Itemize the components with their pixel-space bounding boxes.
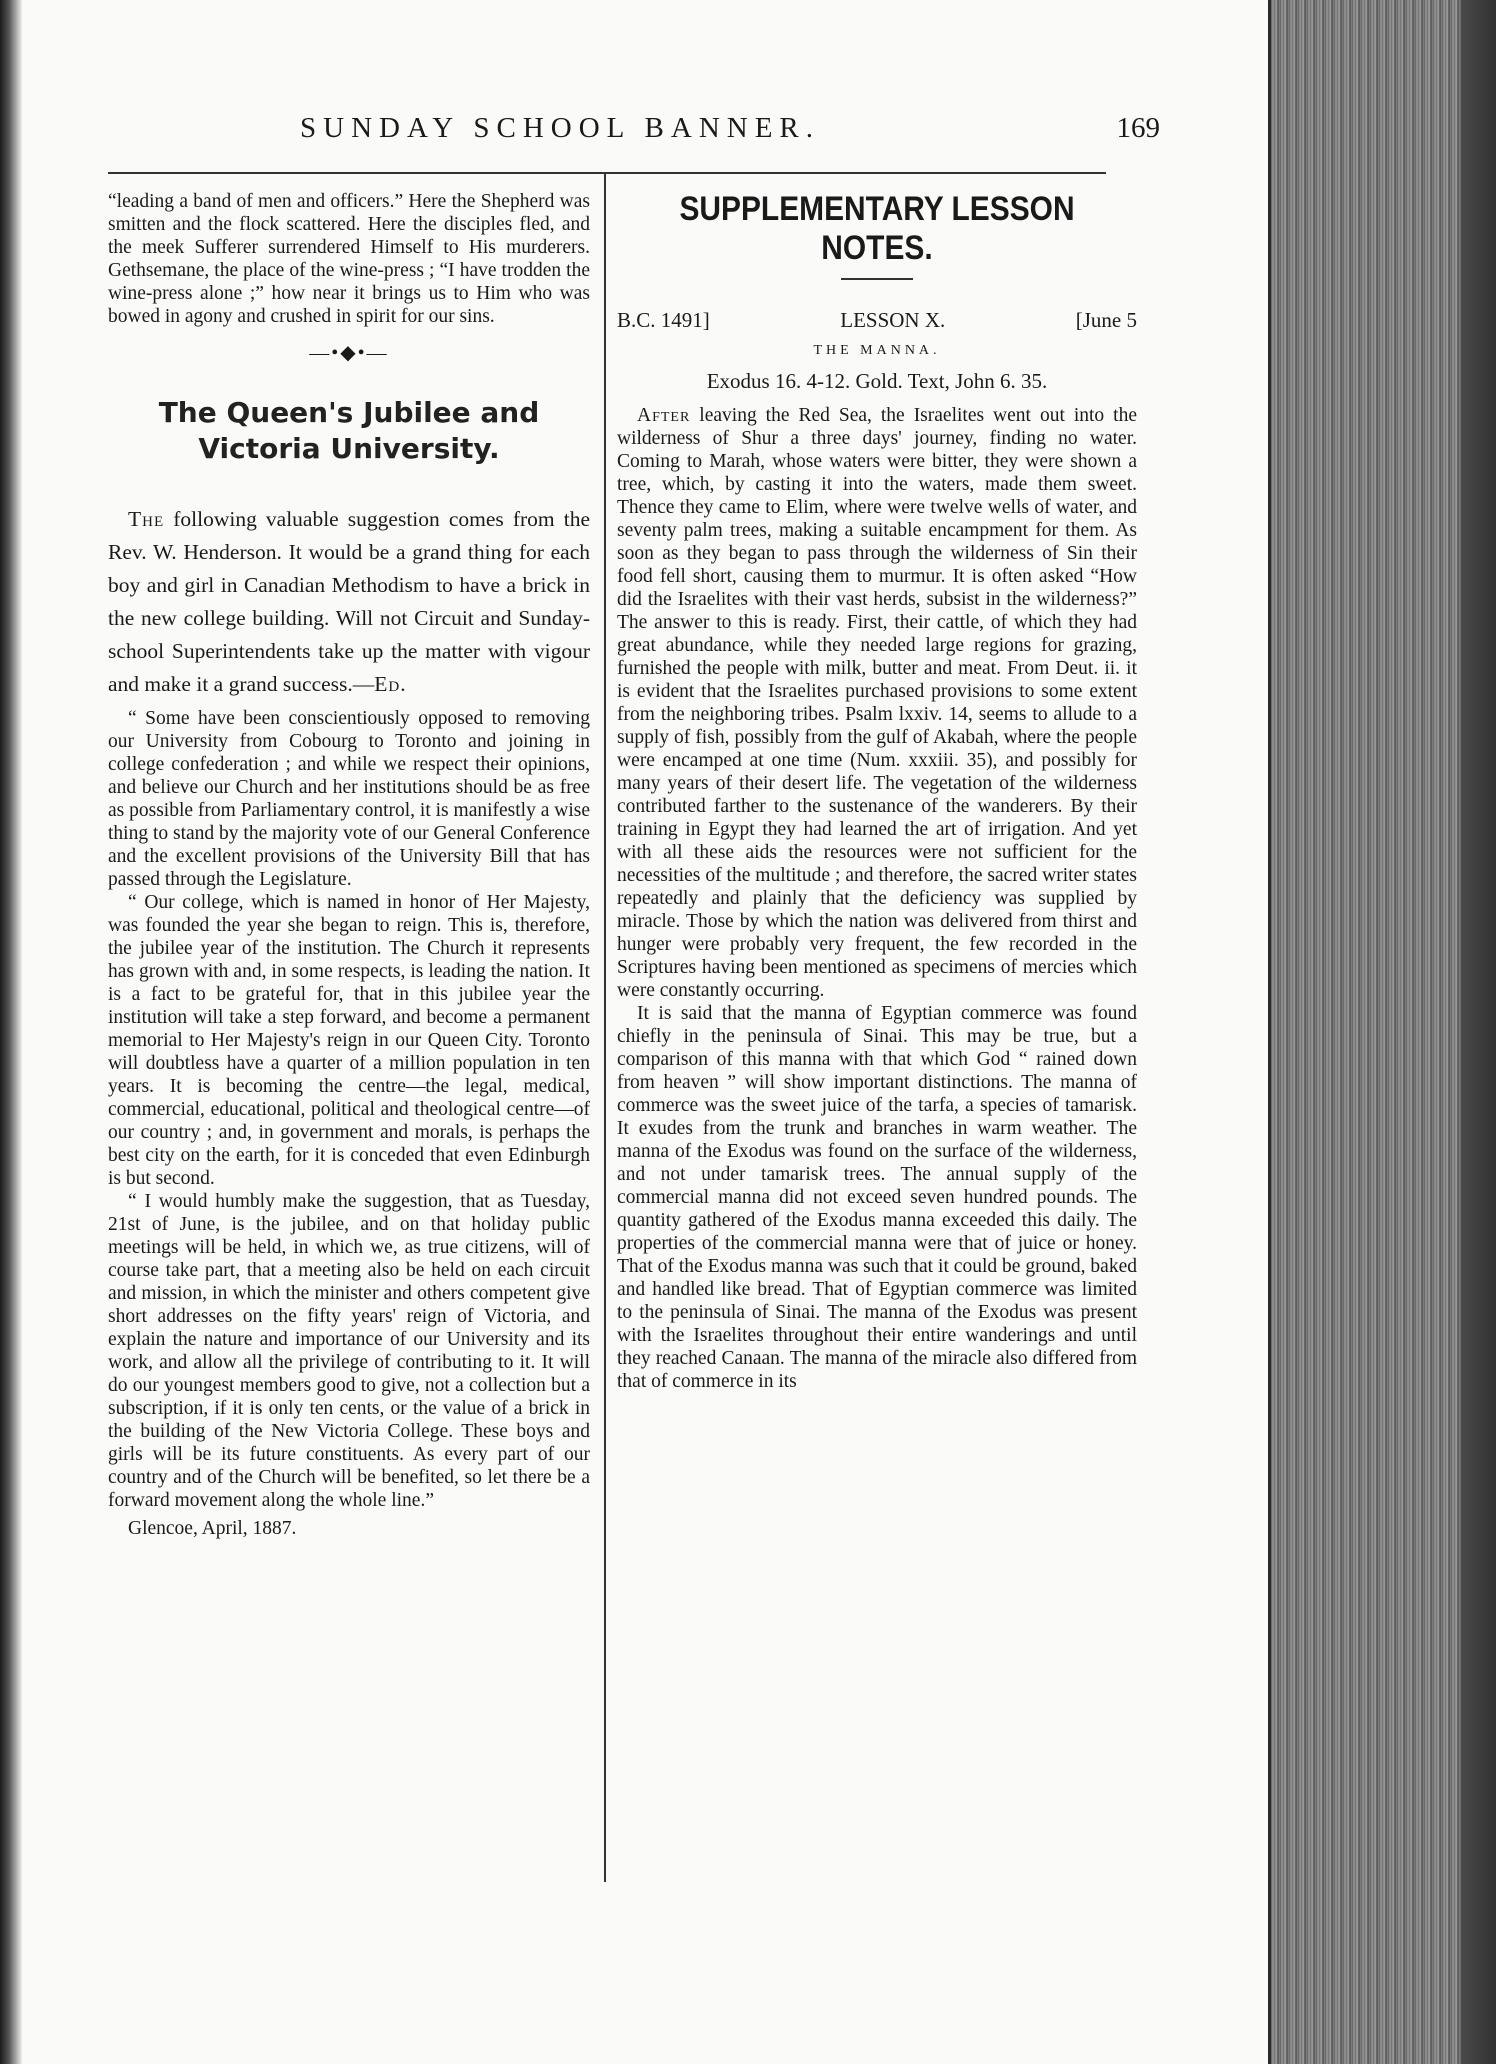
- editor-sign: Ed.: [374, 672, 407, 696]
- lesson-first-word: After: [637, 405, 691, 426]
- lesson-number: LESSON X.: [840, 308, 946, 332]
- lesson-paragraph-text: leaving the Red Sea, the Israelites went out into the wilderness of Shur a three days' journey, finding no water. Coming to Marah, whose waters were bitter, they were shown a tree, which, by casting it into the waters, made them sweet. Thence they came to Elim, where were twelve wells of water, and seventy palm trees, making a suitable encampment for them. As soon as they began to pass through the wilderness of Sin their food fell short, causing them to murmur. It is often asked “How did the Israelites with their vast herds, subsist in the wilderness?” The answer to this is ready. First, their cattle, of which they had great abundance, while they needed large regions for grazing, furnished the people with milk, butter and meat. From Deut. ii. it is evident that the Israelites purchased provisions to some extent from the neighboring tribes. Psalm lxxiv. 14, seems to allude to a supply of fish, possibly from the gulf of Akabah, where the people were encamped at one time (Num. xxxiii. 35), and possibly for many years of their desert life. The vegetation of the wilderness contributed farther to the sustenance of the wanderers. By their training in Egypt they had learned the art of irrigation. And yet with all these aids the resources were not sufficient for the necessities of the multitude ; and therefore, the sacred writer states repeatedly and plainly that the deficiency was supplied by miracle. Those by which the nation was delivered from thirst and hunger were probably very frequent, the few recorded in the Scriptures having been mentioned as specimens of mercies which were constantly occurring.: [617, 405, 1137, 1001]
- left-column: [108, 190, 590, 1540]
- ornament-divider: —•◆•—: [309, 342, 389, 364]
- lesson-paragraph: [617, 404, 1137, 1002]
- intro-paragraph: “leading a band of men and officers.” Here the Shepherd was smitten and the flock scattered. Here the disciples fled, and the meek Sufferer surrendered Himself to His murderers. Gethsemane, the place of the wine-press ; “I have trodden the wine-press alone ;” how near it brings us to Him who was bowed in agony and crushed in spirit for our sins.: [108, 191, 590, 327]
- header-rule: [108, 172, 1106, 174]
- signature: Glencoe, April, 1887.: [128, 1518, 297, 1539]
- section-title: SUPPLEMENTARY LESSON NOTES.: [679, 190, 1075, 267]
- lesson-paragraph: It is said that the manna of Egyptian commerce was found chiefly in the peninsula of Sinai. This may be true, but a comparison of this manna with that which God “ rained down from heaven ” will show important distinctions. The manna of commerce was the sweet juice of the tarfa, a species of tamarisk. It exudes from the trunk and branches in warm weather. The manna of the Exodus was found on the surface of the wilderness, and not under tamarisk trees. The annual supply of the commercial manna did not exceed seven hundred pounds. The quantity gathered of the Exodus manna exceeded this daily. The properties of the commercial manna were that of juice or honey. That of the Exodus manna was such that it could be ground, baked and handled like bread. That of Egyptian commerce was limited to the peninsula of Sinai. The manna of the Exodus was present with the Israelites throughout their entire wanderings and until they reached Canaan. The manna of the miracle also differed from that of commerce in its: [617, 1003, 1137, 1392]
- column-divider: [604, 174, 606, 1882]
- editor-note: [108, 503, 590, 701]
- lesson-meta: [617, 308, 1137, 333]
- book-page-edges: [1268, 0, 1496, 2064]
- page-number: 169: [1116, 112, 1160, 144]
- editor-note-text: following valuable suggestion comes from the Rev. W. Henderson. It would be a grand thing for each boy and girl in Canadian Methodism to have a brick in the new college building. Will not Circuit and Sunday-school Superintendents take up the matter with vigour and make it a grand success.—: [108, 507, 590, 696]
- title-rule: [841, 278, 913, 280]
- article-paragraph: “ Some have been conscientiously opposed to removing our University from Cobourg to Toronto and joining in college confederation ; and while we respect their opinions, and believe our Church and her institutions should be as free as possible from Parliamentary control, it is manifestly a wise thing to stand by the majority vote of our General Conference and the excellent provisions of the University Bill that has passed through the Legislature.: [108, 708, 590, 890]
- running-header: [300, 112, 1160, 148]
- article-title: The Queen's Jubilee and Victoria University.: [158, 396, 540, 465]
- lesson-date-left: B.C. 1491]: [617, 308, 710, 332]
- lesson-date-right: [June 5: [1075, 308, 1137, 332]
- article-paragraph: “ I would humbly make the suggestion, that as Tuesday, 21st of June, is the jubilee, and on that holiday public meetings will be held, in which we, as true citizens, will of course take part, that a meeting also be held on each circuit and mission, in which the minister and others competent give short addresses on the fifty years' reign of Victoria, and explain the nature and importance of our University and its work, and allow all the privilege of contributing to it. It will do our youngest members good to give, not a collection but a subscription, if it is only ten cents, or the value of a brick in the building of the New Victoria College. These boys and girls will be its future constituents. As every part of our country and of the Church will be benefited, so let there be a forward movement along the whole line.”: [108, 1191, 590, 1511]
- article-paragraph: “ Our college, which is named in honor of Her Majesty, was founded the year she began to reign. This is, therefore, the jubilee year of the institution. The Church it represents has grown with and, in some respects, is leading the nation. It is a fact to be grateful for, that in this jubilee year the institution will take a step forward, and become a permanent memorial to Her Majesty's reign in our Queen City. Toronto will doubtless have a quarter of a million population in ten years. It is becoming the centre—the legal, medical, commercial, educational, political and theological centre—of our country ; and, in government and morals, is perhaps the best city on the earth, for it is conceded that even Edinburgh is but second.: [108, 892, 590, 1189]
- right-column: [617, 190, 1137, 1393]
- lesson-reference: Exodus 16. 4-12. Gold. Text, John 6. 35.: [706, 369, 1048, 393]
- lesson-subtitle: THE MANNA.: [813, 343, 941, 358]
- binding-shadow: [0, 0, 22, 2064]
- header-title: SUNDAY SCHOOL BANNER.: [300, 112, 821, 144]
- editor-note-lead: The: [128, 507, 165, 531]
